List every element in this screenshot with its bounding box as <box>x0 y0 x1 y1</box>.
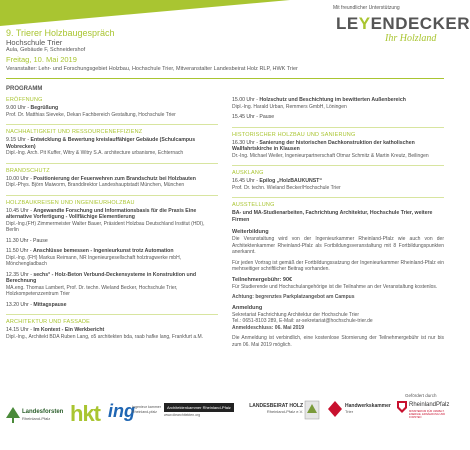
section-heading: HISTORISCHER HOLZBAU UND SANIERUNG <box>232 131 356 138</box>
item-title: Positionierung der Feuerwehren zum Brandschutz bei Holzbauten <box>33 175 196 182</box>
footer-logos: Landesforsten Rheinland-Pfalz hkt ing Ingenieur kammer Rheinland-pfalz Architektenkammer Rheinland-Pfalz www.diearchitekten.org LANDESBEIRAT HOLZ Rheinland-Pfalz e.V. Handwerkskammer Trier Gefördert durch RheinlandPfalz MINISTERIUM FÜR UMWELT, ENERGIE, ERNÄHRUNG UND FORSTEN <box>0 393 450 450</box>
right-section <box>232 97 444 121</box>
section-heading: ARCHITEKTUR UND FASSADE <box>6 319 91 326</box>
item-time: 15.00 Uhr - <box>232 97 260 103</box>
program-right-column <box>232 97 444 352</box>
fee-heading: Teilnehmergebühr: 90€ <box>232 276 293 283</box>
program-item <box>232 210 444 223</box>
event-organizer: Veranstalter: Lehr- und Forschungsgebiet Holzbau, Hochschule Trier, Mitveranstalter Landesbeirat Holz RLP, HWK Trier <box>6 66 298 72</box>
item-title: Mittagspause <box>33 301 67 308</box>
event-title: 9. Trierer Holzbaugespräch <box>6 28 115 38</box>
ingenieurkammer-text: Ingenieur kammer Rheinland-pfalz <box>132 405 161 414</box>
item-title: Begrüßung <box>30 105 59 111</box>
item-time: 9.00 Uhr - <box>6 105 31 111</box>
section-heading: AUSKLANG <box>232 170 264 177</box>
section-heading: NACHHALTIGKEIT UND RESSOURCENEFFIZIENZ <box>6 129 143 135</box>
item-title: Im Kontext - Ein Werkbericht <box>33 327 105 334</box>
program-item <box>6 105 218 118</box>
section-heading: ERÖFFNUNG <box>6 97 43 103</box>
section-divider <box>6 163 218 164</box>
ing-logo: ing <box>108 401 135 421</box>
section-divider <box>232 165 444 166</box>
item-speaker: Prof. Dr. Matthias Sieveke, Dekan Fachbereich Gestaltung, Hochschule Trier <box>6 111 176 118</box>
program-item <box>232 178 444 191</box>
item-time: 12.35 Uhr - <box>6 271 34 278</box>
sponsor-caption: Mit freundlicher Unterstützung <box>333 5 400 11</box>
program-heading: PROGRAMM <box>6 86 43 92</box>
funded-by-label: Gefördert durch <box>405 393 437 398</box>
item-time: 11.50 Uhr - <box>6 248 34 255</box>
item-speaker: Dipl.-Ing., Architekt BDA Ruben Lang, o5 architekten bda, raab hafke lang, Frankfurt a.M. <box>6 333 204 340</box>
program-left-column <box>6 97 218 346</box>
item-speaker: Dipl.-Phys. Björn Maiworm, Branddirektor Landeshauptstadt München, München <box>6 182 185 189</box>
item-time: 16.45 Uhr - <box>232 178 260 185</box>
program-item <box>232 114 444 121</box>
event-subtitle: Hochschule Trier <box>6 38 63 47</box>
fee-text: Für Studierende und Hochschulangehörige ist die Teilnahme an der Veranstaltung kostenlos. <box>232 283 438 290</box>
landesbeirat-logo: LANDESBEIRAT HOLZ Rheinland-Pfalz e.V. <box>249 403 303 414</box>
program-item <box>232 140 444 160</box>
rlp-crest-icon <box>397 401 407 413</box>
closing-note: Die Anmeldung ist verbindlich, eine kostenlose Stornierung der Teilnehmergebühr ist nur bis zum 06. Mai 2019 möglich. <box>232 335 444 348</box>
architektenkammer-logo: Architektenkammer Rheinland-Pfalz www.diearchitekten.org <box>164 403 234 419</box>
program-item <box>6 302 218 309</box>
registration-line-2: Tel.: 0651-8103 289, E-Mail: ar-sekretariat@hochschule-trier.de <box>232 318 373 325</box>
section-divider <box>232 197 444 198</box>
item-title: Holzschutz und Beschichtung im bewitterten Außenbereich <box>259 97 406 103</box>
left-section <box>6 200 218 309</box>
item-speaker: Dipl.-Ing. Harald Urban, Remmers GmbH, Löningen <box>232 103 347 110</box>
item-title: sechs° - Holz-Beton Verbund-Deckensysteme in Konstruktion und Berechnung <box>6 271 197 285</box>
program-item <box>6 272 218 298</box>
left-section <box>6 129 218 157</box>
header-rule <box>6 78 444 79</box>
item-speaker: Prof. Dr. techn. Wieland Becker/Hochschule Trier <box>232 184 341 191</box>
item-time: 16.30 Uhr - <box>232 139 260 146</box>
program-item <box>6 208 218 234</box>
landesbeirat-emblem-icon <box>305 401 319 419</box>
section-divider <box>6 314 218 315</box>
cpd-text-1: Die Veranstaltung wird von der Ingenieurkammer Rheinland-Pfalz wie auch von der Architektenkammer Rheinland-Pfalz als Fortbildungsveranstaltung mit 8 Fortbildungspunkten anerkannt. <box>232 236 444 256</box>
item-title: Angewandte Forschung und Informationsbasis für die Praxis Eine alternative Vorfertigung - Vollflächige Elementierung <box>6 207 197 221</box>
item-title: Pause <box>259 114 275 120</box>
program-item <box>6 238 218 245</box>
registration-heading: Anmeldung <box>232 304 263 311</box>
registration-deadline: Anmeldeschluss: 06. Mai 2019 <box>232 324 304 331</box>
info-block <box>232 229 444 348</box>
item-time: 10.45 Uhr - <box>6 207 34 214</box>
program-item <box>6 248 218 267</box>
item-title: Anschlüsse bemessen - Ingenieurkunst trotz Automation <box>33 248 174 255</box>
program-item <box>6 327 218 340</box>
item-time: 15.45 Uhr - <box>232 114 260 120</box>
cpd-text-2: Für jeden Vortrag ist gemäß der Fortbildungssatzung der Ingenieurkammer Rheinland-Pfalz ein mehrseitiger schriftlicher Beitrag vorhanden. <box>232 259 444 273</box>
item-speaker: Dipl.-Ing. (FH) Markus Reimann, NR Ingenieurgesellschaft holztragwerke mbH, Mönchengladbach <box>6 254 182 268</box>
leyendecker-tagline: Ihr Holzland <box>385 33 437 44</box>
registration-line-1: Sekretariat Fachrichtung Architektur der Hochschule Trier <box>232 311 359 318</box>
handwerkskammer-logo: Handwerkskammer Trier <box>345 403 391 414</box>
item-title: BA- und MA-Studienarbeiten, Fachrichtung Architektur, Hochschule Trier, weitere Firmen <box>232 210 433 223</box>
hkt-logo: hkt <box>70 401 100 426</box>
item-speaker: Dr.-Ing. Michael Weiler, Ingenieurpartnerschaft Otmar Schmitz & Martin Kreutz, Beilingen <box>232 152 429 159</box>
program-item <box>6 176 218 189</box>
item-title: Epilog „HolzBAUKUNST“ <box>259 178 322 185</box>
item-time: 13.20 Uhr - <box>6 301 34 308</box>
tree-icon <box>6 407 20 423</box>
program-item <box>232 97 444 110</box>
section-heading: BRANDSCHUTZ <box>6 167 50 174</box>
section-divider <box>6 124 218 125</box>
item-title: Pause <box>33 237 48 244</box>
right-section <box>232 170 444 191</box>
program-item <box>6 137 218 157</box>
section-divider <box>6 195 218 196</box>
section-heading: HOLZBAUKREISEN UND INGENIEURHOLZBAU <box>6 199 135 206</box>
parking-note: Achtung: begrenztes Parkplatzangebot am Campus <box>232 294 355 301</box>
item-speaker: Dipl.-Ing. Arch. Pit Kuffer, Witry & Witry S.A. architecture urbanisme, Echternach <box>6 150 184 157</box>
item-time: 14.15 Uhr - <box>6 327 34 334</box>
right-section <box>232 202 444 223</box>
left-section <box>6 97 218 118</box>
item-title: Sanierung der historischen Dachkonstruktion der katholischen Wallfahrtskirche in Klausen <box>232 139 415 153</box>
item-speaker: MA.eng. Thomas Lambert, Prof. Dr. techn. Wieland Becker, Hochschule Trier, Holzkompetenzzentrum Trier <box>6 284 178 298</box>
item-title: Entwicklung & Bewertung kreislauffähiger Gebäude (Schulcampus Wobrecken) <box>6 137 196 150</box>
left-section <box>6 168 218 189</box>
item-time: 10.00 Uhr - <box>6 175 34 182</box>
event-place: Aula, Gebäude F, Schneidershof <box>6 47 86 53</box>
section-divider <box>232 127 444 128</box>
cpd-heading: Weiterbildung <box>232 229 269 236</box>
right-section <box>232 132 444 160</box>
leyendecker-logo: LEYENDECKER <box>336 14 470 33</box>
item-time: 11.30 Uhr - <box>6 237 34 244</box>
left-section <box>6 319 218 340</box>
handwerk-emblem-icon <box>328 401 342 417</box>
event-date: Freitag, 10. Mai 2019 <box>6 55 77 64</box>
section-heading: AUSSTELLUNG <box>232 202 275 209</box>
item-time: 9.15 Uhr - <box>6 137 31 143</box>
item-speaker: Dipl.-Ing.(FH) Zimmermeister Walter Bauer, Präsident Holzbau Deutschland Institut (HDI), Berlin <box>6 220 205 234</box>
